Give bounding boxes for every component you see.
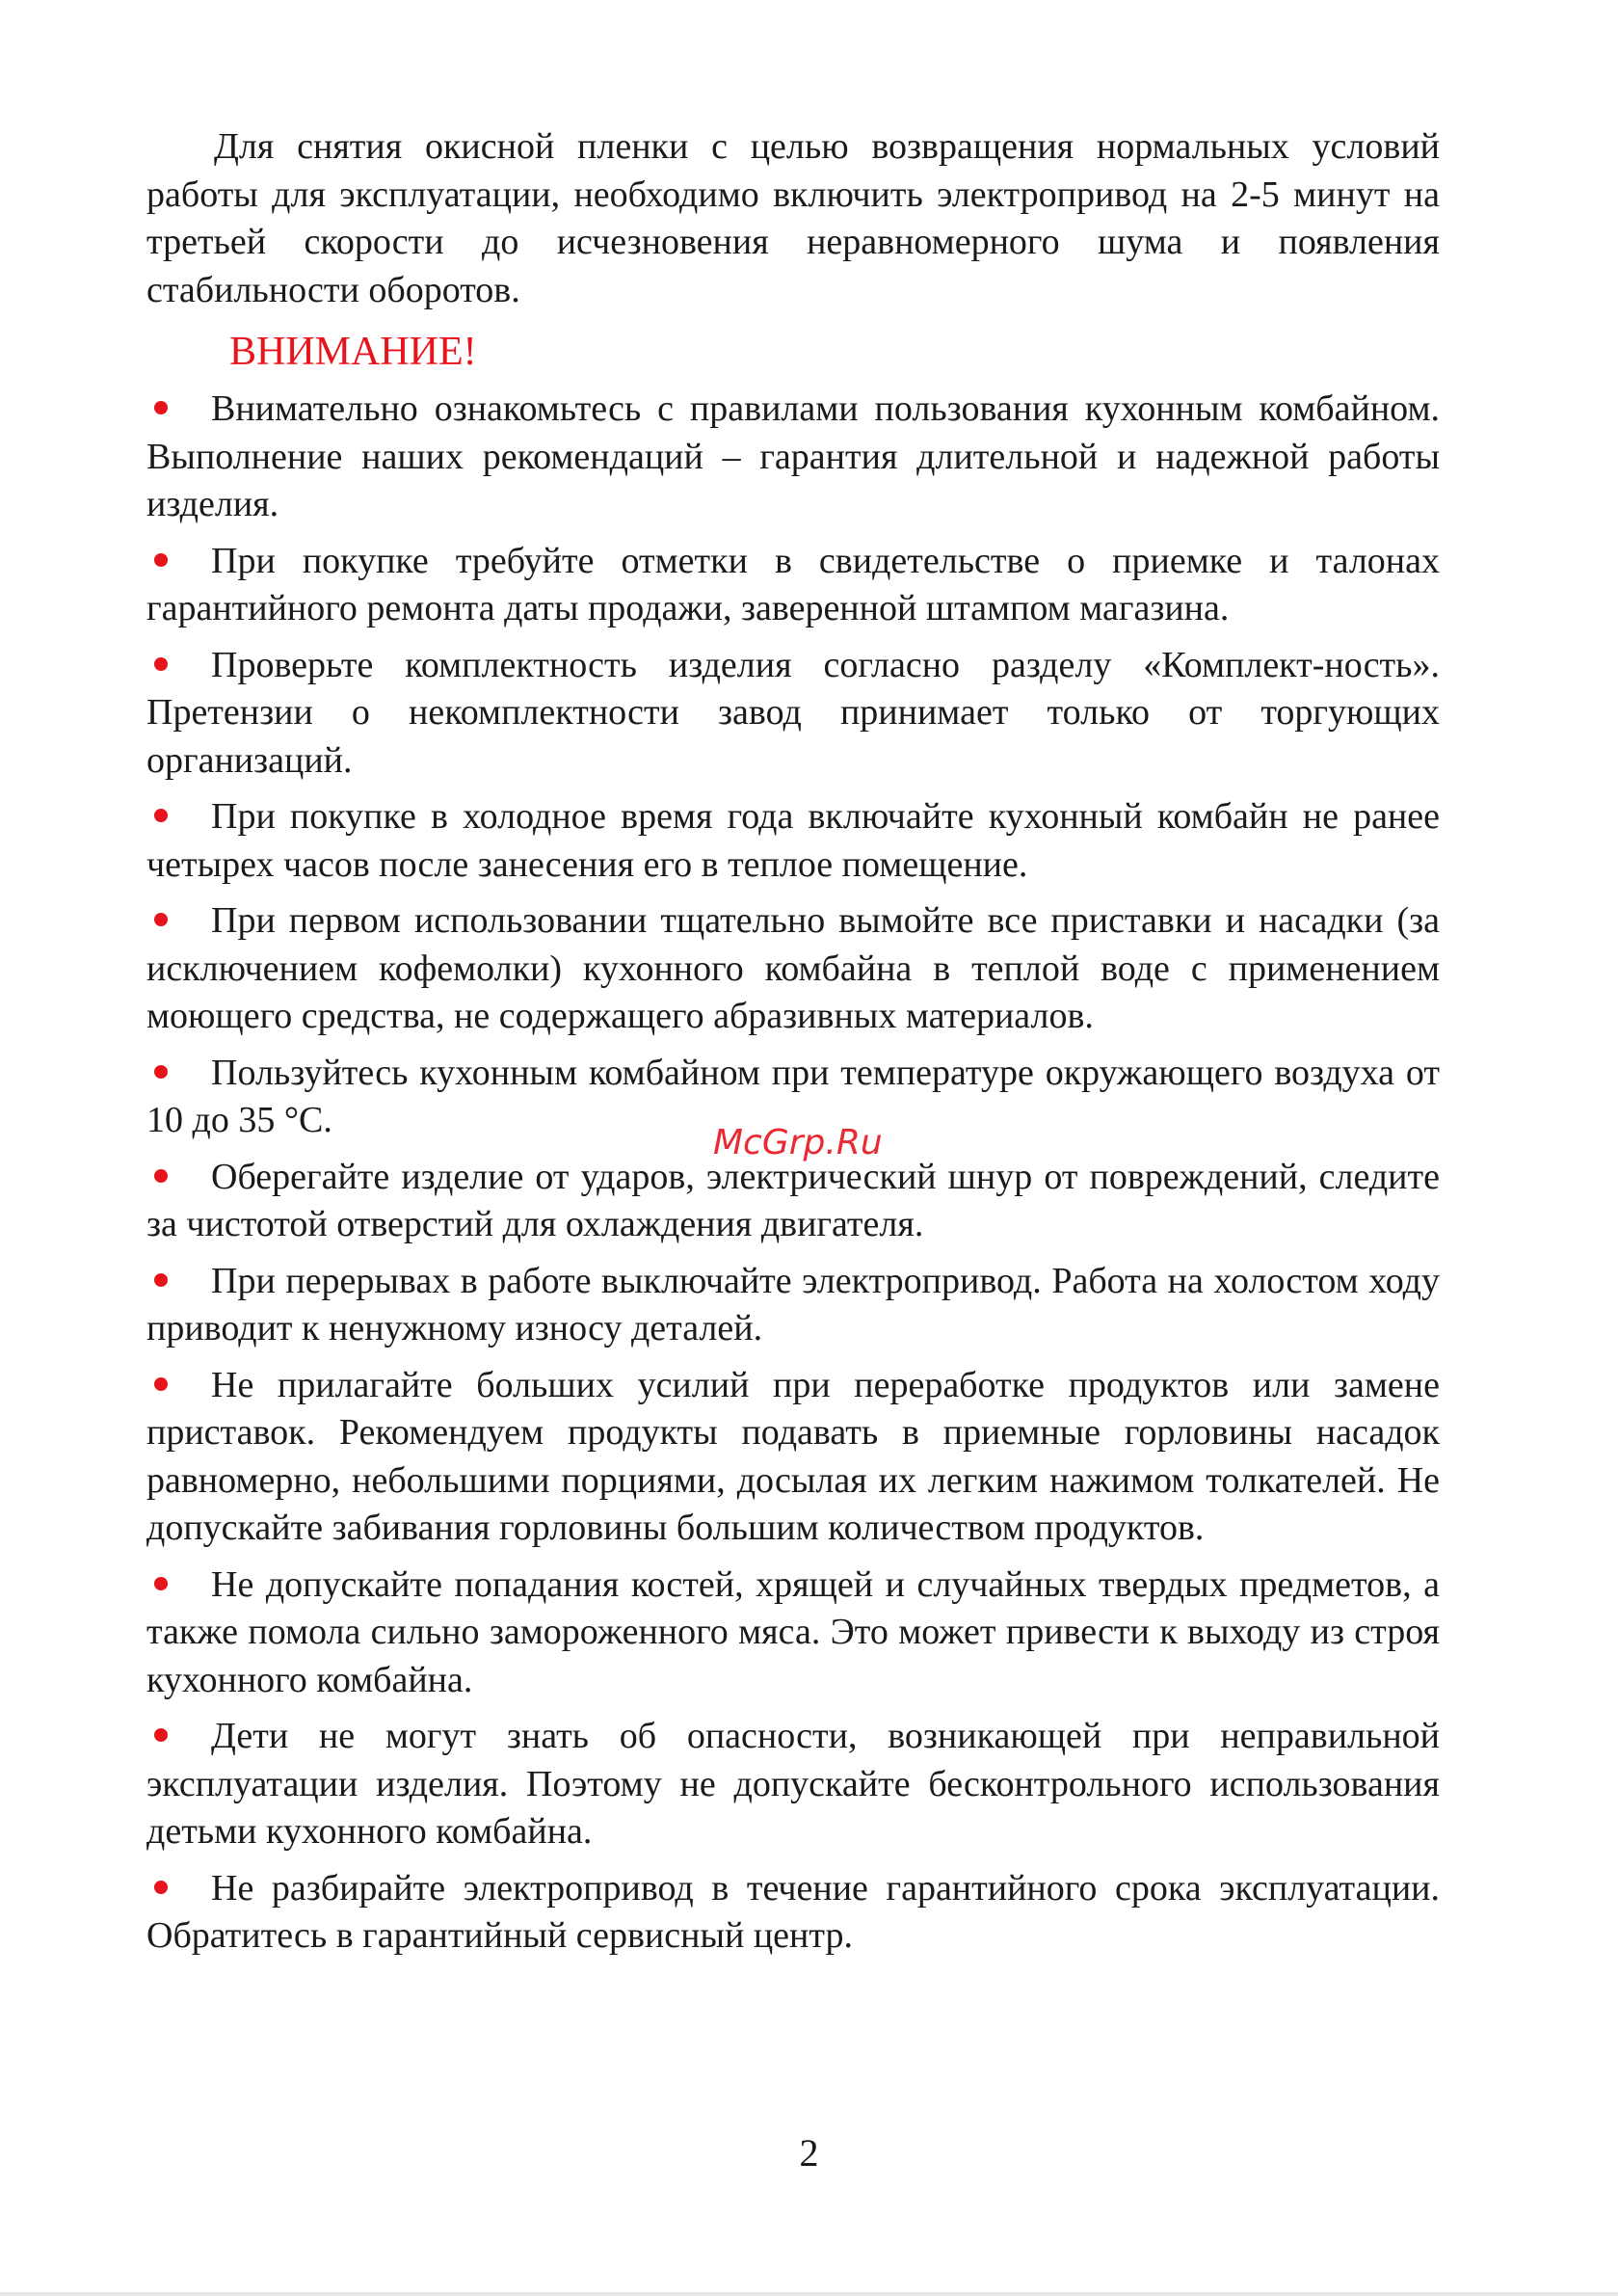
bullet-icon	[154, 1273, 168, 1287]
intro-paragraph: Для снятия окисной пленки с целью возвращения нормальных условий работы для эксплуатации, необходимо включить электропривод на 2-5 минут на третьей скорости до исчезновения неравномерного шума и появления стабильности оборотов.	[146, 126, 1440, 310]
bullet-icon	[154, 913, 168, 926]
list-item-text: Дети не могут знать об опасности, возникающей при неправильной эксплуатации изделия. Поэтому не допускайте бесконтрольного использования детьми кухонного комбайна.	[146, 1716, 1440, 1852]
bullet-icon	[154, 1881, 168, 1894]
list-item-text: При покупке в холодное время года включайте кухонный комбайн не ранее четырех часов после занесения его в теплое помещение.	[146, 796, 1440, 885]
list-item-text: Не прилагайте больших усилий при переработке продуктов или замене приставок. Рекомендуем продукты подавать в приемные горловины насадок равномерно, небольшими порциями, досылая их легким нажимом толкателей. Не допускайте забивания горловины большим количеством продуктов.	[146, 1364, 1440, 1548]
list-item-text: Внимательно ознакомьтесь с правилами пользования кухонным комбайном. Выполнение наших рекомендаций – гарантия длительной и надежной работы изделия.	[146, 388, 1440, 524]
list-item	[146, 1154, 1440, 1249]
list-item	[146, 538, 1440, 633]
list-item-text: Оберегайте изделие от ударов, электрический шнур от повреждений, следите за чистотой отверстий для охлаждения двигателя.	[146, 1156, 1440, 1244]
list-item-text: Не допускайте попадания костей, хрящей и случайных твердых предметов, а также помола сильно замороженного мяса. Это может привести к выходу из строя кухонного комбайна.	[146, 1563, 1440, 1700]
list-item	[146, 1865, 1440, 1961]
list-item-text: Не разбирайте электропривод в течение гарантийного срока эксплуатации. Обратитесь в гарантийный сервисный центр.	[146, 1867, 1440, 1956]
page-number: 2	[799, 2131, 819, 2175]
bullet-icon	[154, 809, 168, 822]
list-item-text: Пользуйтесь кухонным комбайном при температуре окружающего воздуха от 10 до 35 °С.	[146, 1052, 1440, 1140]
warning-heading: ВНИМАНИЕ!	[229, 330, 477, 374]
list-item	[146, 1713, 1440, 1856]
bottom-divider	[0, 2292, 1618, 2296]
list-item	[146, 1562, 1440, 1705]
watermark: McGrp.Ru	[713, 1123, 883, 1162]
list-item	[146, 793, 1440, 889]
list-item	[146, 386, 1440, 529]
list-item	[146, 642, 1440, 786]
list-item-text: При перерывах в работе выключайте электропривод. Работа на холостом ходу приводит к ненужному износу деталей.	[146, 1260, 1440, 1348]
bullet-icon	[154, 401, 168, 414]
bullet-icon	[154, 1577, 168, 1590]
warning-list	[146, 386, 1440, 1961]
bullet-icon	[154, 657, 168, 671]
bullet-icon	[154, 1169, 168, 1183]
list-item	[146, 1362, 1440, 1553]
list-item	[146, 1258, 1440, 1353]
bullet-icon	[154, 1377, 168, 1391]
bullet-icon	[154, 1728, 168, 1742]
list-item-text: Проверьте комплектность изделия согласно разделу «Комплект-ность». Претензии о некомплектности завод принимает только от торгующих организаций.	[146, 644, 1440, 781]
list-item-text: При первом использовании тщательно вымойте все приставки и насадки (за исключением кофемолки) кухонного комбайна в теплой воде с применением моющего средства, не содержащего абразивных материалов.	[146, 900, 1440, 1036]
list-item	[146, 897, 1440, 1041]
list-item-text: При покупке требуйте отметки в свидетельстве о приемке и талонах гарантийного ремонта даты продажи, заверенной штампом магазина.	[146, 540, 1440, 628]
page-content	[146, 123, 1440, 1969]
bullet-icon	[154, 1065, 168, 1079]
bullet-icon	[154, 553, 168, 567]
